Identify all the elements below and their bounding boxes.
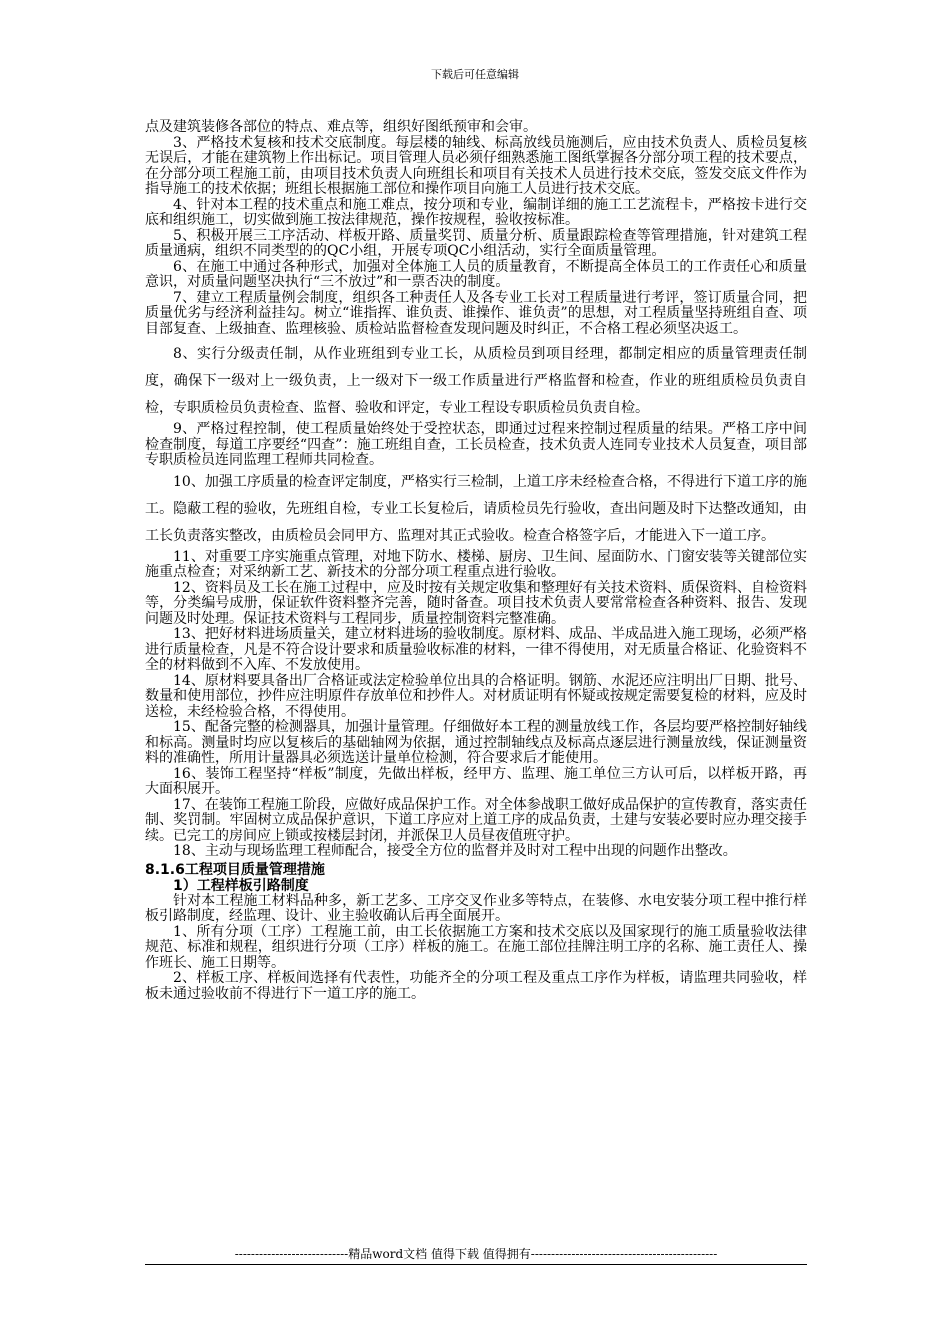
paragraph: 10、加强工序质量的检查评定制度，严格实行三检制，上道工序未经检查合格，不得进行下道工序的施工。隐蔽工程的验收，先班组自检，专业工长复检后，请质检员先行验收，查出问题及时下达整改通知，由工长负责落实整改，由质检员会同甲方、监理对其正式验收。检查合格签字后，才能进入下一道工序。 <box>145 473 807 544</box>
paragraph: 针对本工程施工材料品种多，新工艺多、工序交叉作业多等特点，在装修、水电安装分项工程中推行样板引路制度，经监理、设计、业主验收确认后再全面展开。 <box>145 892 807 924</box>
paragraph: 9、严格过程控制，使工程质量始终处于受控状态，即通过过程来控制过程质量的结果。严格工序中间检查制度，每道工序要经“四查”：施工班组自查，工长员检查，技术负责人连同专业技术人员复查，项目部专职质检员连同监理工程师共同检查。 <box>145 421 807 468</box>
section-heading: 8.1.6工程项目质量管理措施 <box>145 861 325 878</box>
paragraph: 1、所有分项（工序）工程施工前，由工长依据施工方案和技术交底以及国家现行的施工质量验收法律规范、标准和规程，组织进行分项（工序）样板的施工。在施工部位挂牌注明工序的名称、施工责任人、操作班长、施工日期等。 <box>145 923 807 971</box>
paragraph: 11、对重要工序实施重点管理，对地下防水、楼梯、厨房、卫生间、屋面防水、门窗安装等关键部位实施重点检查；对采纳新工艺、新技术的分部分项工程重点进行验收。 <box>145 548 807 580</box>
paragraph: 6、在施工中通过各种形式，加强对全体施工人员的质量教育，不断提高全体员工的工作责任心和质量意识，对质量问题坚决执行“三不放过”和一票否决的制度。 <box>145 258 807 290</box>
paragraph: 16、装饰工程坚持“样板”制度，先做出样板，经甲方、监理、施工单位三方认可后，以样板开路，再大面积展开。 <box>145 765 807 797</box>
footer-divider <box>145 1264 807 1265</box>
paragraph: 18、主动与现场监理工程师配合，接受全方位的监督并及时对工程中出现的问题作出整改。 <box>173 843 737 859</box>
page-footer: ----------------------------精品word文档 值得下载 值得拥有---------------------------------------------- <box>234 1247 718 1261</box>
paragraph: 5、积极开展三工序活动、样板开路、质量奖罚、质量分析、质量跟踪检查等管理措施，针对建筑工程质量通病，组织不同类型的的QC小组，开展专项QC小组活动，实行全面质量管理。 <box>145 227 807 259</box>
paragraph: 13、把好材料进场质量关，建立材料进场的验收制度。原材料、成品、半成品进入施工现场，必须严格进行质量检查，凡是不符合设计要求和质量验收标准的材料，一律不得使用，对无质量合格证、化验资料不全的材料做到不入库、不发放使用。 <box>145 626 807 673</box>
subsection-heading: 1）工程样板引路制度 <box>173 877 309 894</box>
paragraph: 点及建筑装修各部位的特点、难点等，组织好图纸预审和会审。 <box>145 119 537 135</box>
paragraph: 17、在装饰工程施工阶段，应做好成品保护工作。对全体参战职工做好成品保护的宣传教育，落实责任制、奖罚制。牢固树立成品保护意识，下道工序应对上道工序的成品负责，土建与安装必要时应办理交接手续。已完工的房间应上锁或按楼层封闭，并派保卫人员昼夜值班守护。 <box>145 796 807 844</box>
paragraph: 3、严格技术复核和技术交底制度。每层楼的轴线、标高放线员施测后，应由技术负责人、质检员复核无误后，才能在建筑物上作出标记。项目管理人员必须仔细熟悉施工图纸掌握各分部分项工程的技术要点，在分部分项工程施工前，由项目技术负责人向班组长和项目有关技术人员进行技术交底，签发交底文件作为指导施工的技术依据；班组长根据施工部位和操作项目向施工人员进行技术交底。 <box>145 134 807 197</box>
paragraph: 2、样板工序、样板间选择有代表性，功能齐全的分项工程及重点工序作为样板，请监理共同验收，样板未通过验收前不得进行下一道工序的施工。 <box>145 970 807 1002</box>
paragraph: 8、实行分级责任制，从作业班组到专业工长，从质检员到项目经理，都制定相应的质量管理责任制度，确保下一级对上一级负责，上一级对下一级工作质量进行严格监督和检查，作业的班组质检员负责自检，专职质检员负责检查、监督、验收和评定，专业工程设专职质检员负责自检。 <box>145 346 807 416</box>
paragraph: 15、配备完整的检测器具，加强计量管理。仔细做好本工程的测量放线工作，各层均要严格控制好轴线和标高。测量时均应以复核后的基础轴网为依据，通过控制轴线点及标高点逐层进行测量放线，保证测量资料的准确性，所用计量器具必须选送计量单位检测，符合要求后才能使用。 <box>145 719 807 766</box>
paragraph: 12、资料员及工长在施工过程中，应及时按有关规定收集和整理好有关技术资料、质保资料、自检资料等，分类编号成册，保证软件资料整齐完善，随时备查。项目技术负责人要常常检查各种资料、报告、发现问题及时处理。保证技术资料与工程同步，质量控制资料完整准确。 <box>145 579 807 627</box>
page-header: 下载后可任意编辑 <box>431 68 519 81</box>
document-body <box>145 120 807 1002</box>
paragraph: 4、针对本工程的技术重点和施工难点，按分项和专业，编制详细的施工工艺流程卡，严格按卡进行交底和组织施工，切实做到施工按法律规范，操作按规程，验收按标准。 <box>145 196 807 228</box>
paragraph: 14、原材料要具备出厂合格证或法定检验单位出具的合格证明。钢筋、水泥还应注明出厂日期、批号、数量和使用部位，抄件应注明原件存放单位和抄件人。对材质证明有怀疑或按规定需要复检的材料，应及时送检，未经检验合格，不得使用。 <box>145 672 807 720</box>
paragraph: 7、建立工程质量例会制度，组织各工种责任人及各专业工长对工程质量进行考评，签订质量合同，把质量优劣与经济利益挂勾。树立“谁指挥、谁负责、谁操作、谁负责”的思想，对工程质量坚持班组自查、项目部复查、上级抽查、监理核验、质检站监督检查发现问题及时纠正，不合格工程必须坚决返工。 <box>145 289 807 337</box>
